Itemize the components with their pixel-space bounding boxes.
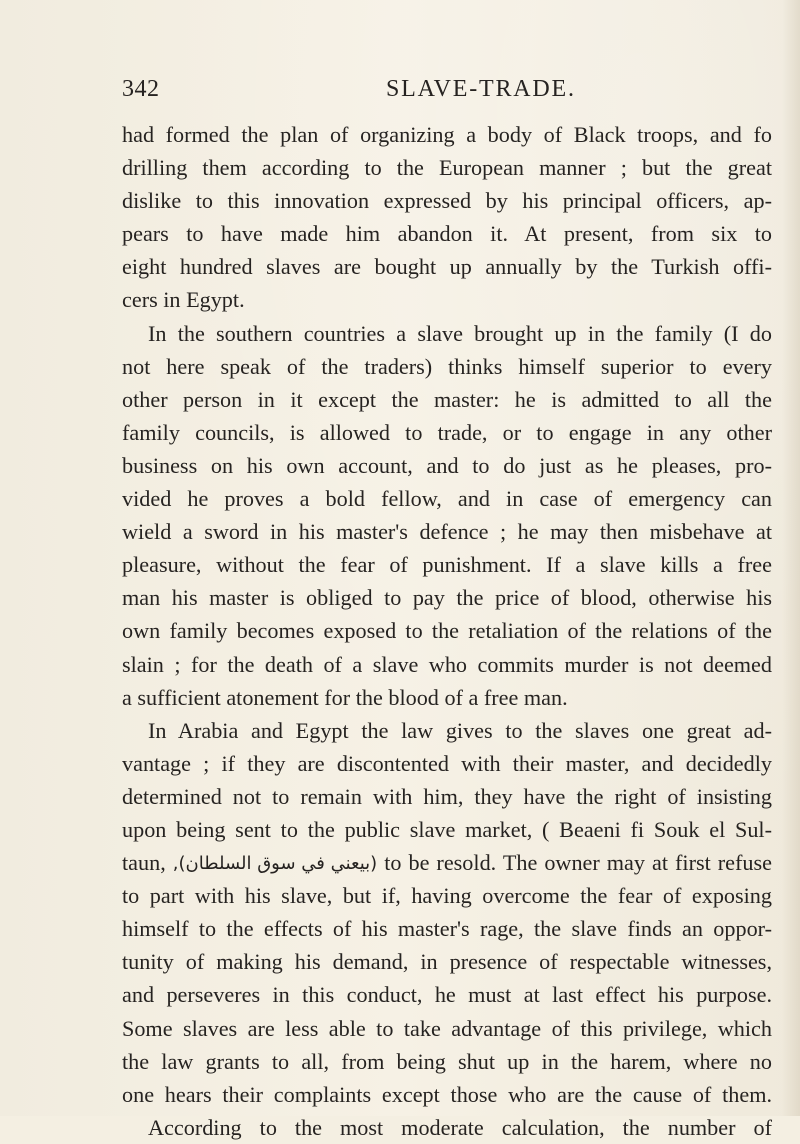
text-line: dislike to this innovation expressed by his principal officers, ap- xyxy=(122,188,772,214)
text-line: Some slaves are less able to take advantage of this privilege, which xyxy=(122,1015,772,1041)
page-number: 342 xyxy=(122,76,160,102)
text-line: eight hundred slaves are bought up annually by the Turkish offi- xyxy=(122,254,772,280)
running-title: SLAVE-TRADE. xyxy=(386,76,576,102)
text-line: not here speak of the traders) thinks himself superior to every xyxy=(122,353,772,379)
text-line: pears to have made him abandon it. At present, from six to xyxy=(122,221,772,247)
text-line: vided he proves a bold fellow, and in case of emergency can xyxy=(122,486,772,512)
text-line: business on his own account, and to do just as he pleases, pro- xyxy=(122,452,772,478)
text-line: man his master is obliged to pay the price of blood, otherwise his xyxy=(122,585,772,611)
text-line: had formed the plan of organizing a body of Black troops, and fo xyxy=(122,122,772,147)
mixed-script-line xyxy=(122,846,772,879)
text-line: other person in it except the master: he is admitted to all the xyxy=(122,386,772,412)
text-line: to part with his slave, but if, having overcome the fear of exposing xyxy=(122,883,772,909)
text-line: determined not to remain with him, they have the right of insisting xyxy=(122,783,772,809)
paragraph-start-line: In the southern countries a slave brought up in the family (I do xyxy=(148,320,772,346)
text-segment: taun, xyxy=(122,850,173,876)
text-line: the law grants to all, from being shut up in the harem, where no xyxy=(122,1048,772,1074)
page-edge-shadow xyxy=(782,0,800,1116)
body-text xyxy=(122,118,772,1144)
text-line: upon being sent to the public slave market, ( Beaeni fi Souk el Sul- xyxy=(122,816,772,842)
text-line: a sufficient atonement for the blood of a free man. xyxy=(122,684,568,710)
text-line: tunity of making his demand, in presence of respectable witnesses, xyxy=(122,949,772,975)
text-line: drilling them according to the European manner ; but the great xyxy=(122,155,772,181)
text-line: pleasure, without the fear of punishment. If a slave kills a free xyxy=(122,552,772,578)
text-line: himself to the effects of his master's rage, the slave finds an oppor- xyxy=(122,916,772,942)
text-line: wield a sword in his master's defence ; he may then misbehave at xyxy=(122,519,772,545)
arabic-phrase: (بيعني في سوق السلطان), xyxy=(172,853,378,875)
page-header xyxy=(122,76,742,108)
paragraph-start-line: In Arabia and Egypt the law gives to the slaves one great ad- xyxy=(148,717,772,743)
text-line: slain ; for the death of a slave who commits murder is not deemed xyxy=(122,651,772,677)
text-line: one hears their complaints except those who are the cause of them. xyxy=(122,1081,772,1107)
paragraph-start-line: According to the most moderate calculation, the number of xyxy=(148,1114,772,1140)
text-segment: to be resold. The owner may at first refuse xyxy=(384,850,772,876)
text-line: vantage ; if they are discontented with their master, and decidedly xyxy=(122,750,772,776)
text-line: own family becomes exposed to the retaliation of the relations of the xyxy=(122,618,772,644)
text-line: cers in Egypt. xyxy=(122,287,245,313)
text-line: family councils, is allowed to trade, or to engage in any other xyxy=(122,419,772,445)
text-line: and perseveres in this conduct, he must at last effect his purpose. xyxy=(122,982,772,1008)
